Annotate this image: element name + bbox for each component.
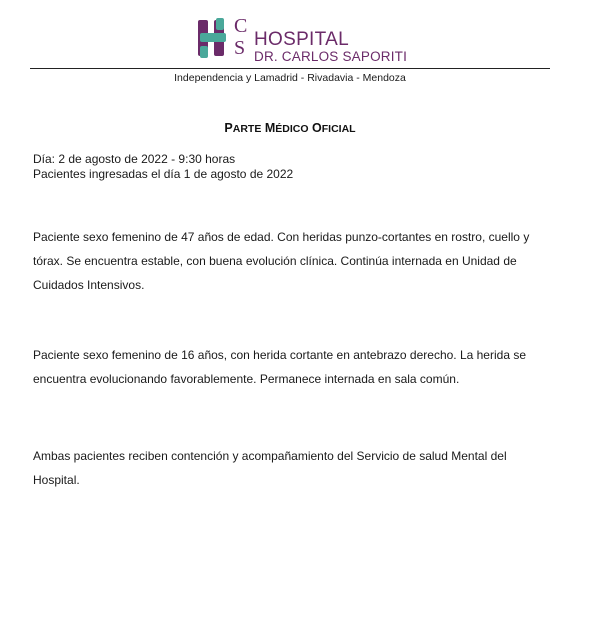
- report-meta: [33, 152, 293, 182]
- admission-date: Pacientes ingresadas el día 1 de agosto de 2022: [33, 167, 294, 181]
- hospital-name: DR. CARLOS SAPORITI: [254, 49, 408, 64]
- title-word-medico: ÉDICO: [275, 123, 309, 135]
- logo-letter-s: S: [234, 37, 246, 59]
- hospital-label: HOSPITAL: [254, 29, 349, 50]
- header-divider: [30, 68, 550, 69]
- hospital-logo: [196, 16, 436, 64]
- hospital-address: Independencia y Lamadrid - Rivadavia - Mendoza: [174, 72, 406, 84]
- title-initial-p: P: [224, 121, 233, 135]
- patient-1-report: Paciente sexo femenino de 47 años de edad. Con heridas punzo-cortantes en rostro, cuello y tórax. Se encuentra estable, con buena evolución clínica. Continúa internada en Unidad de Cuidados Intensivos.: [33, 230, 530, 292]
- report-date: Día: 2 de agosto de 2022 - 9:30 horas: [33, 152, 236, 166]
- title-initial-m: M: [264, 121, 276, 135]
- document-title: [0, 121, 580, 135]
- title-word-oficial: FICIAL: [321, 123, 356, 135]
- title-initial-o: O: [312, 121, 322, 135]
- patient-2-report: Paciente sexo femenino de 16 años, con herida cortante en antebrazo derecho. La herida se encuentra evolucionando favorablemente. Permanece internada en sala común.: [33, 348, 527, 386]
- logo-letter-c: C: [234, 15, 248, 37]
- support-statement: Ambas pacientes reciben contención y acompañamiento del Servicio de salud Mental del Hospital.: [33, 449, 507, 487]
- hospital-cross-icon: [196, 16, 232, 60]
- title-word-parte: ARTE: [232, 123, 262, 135]
